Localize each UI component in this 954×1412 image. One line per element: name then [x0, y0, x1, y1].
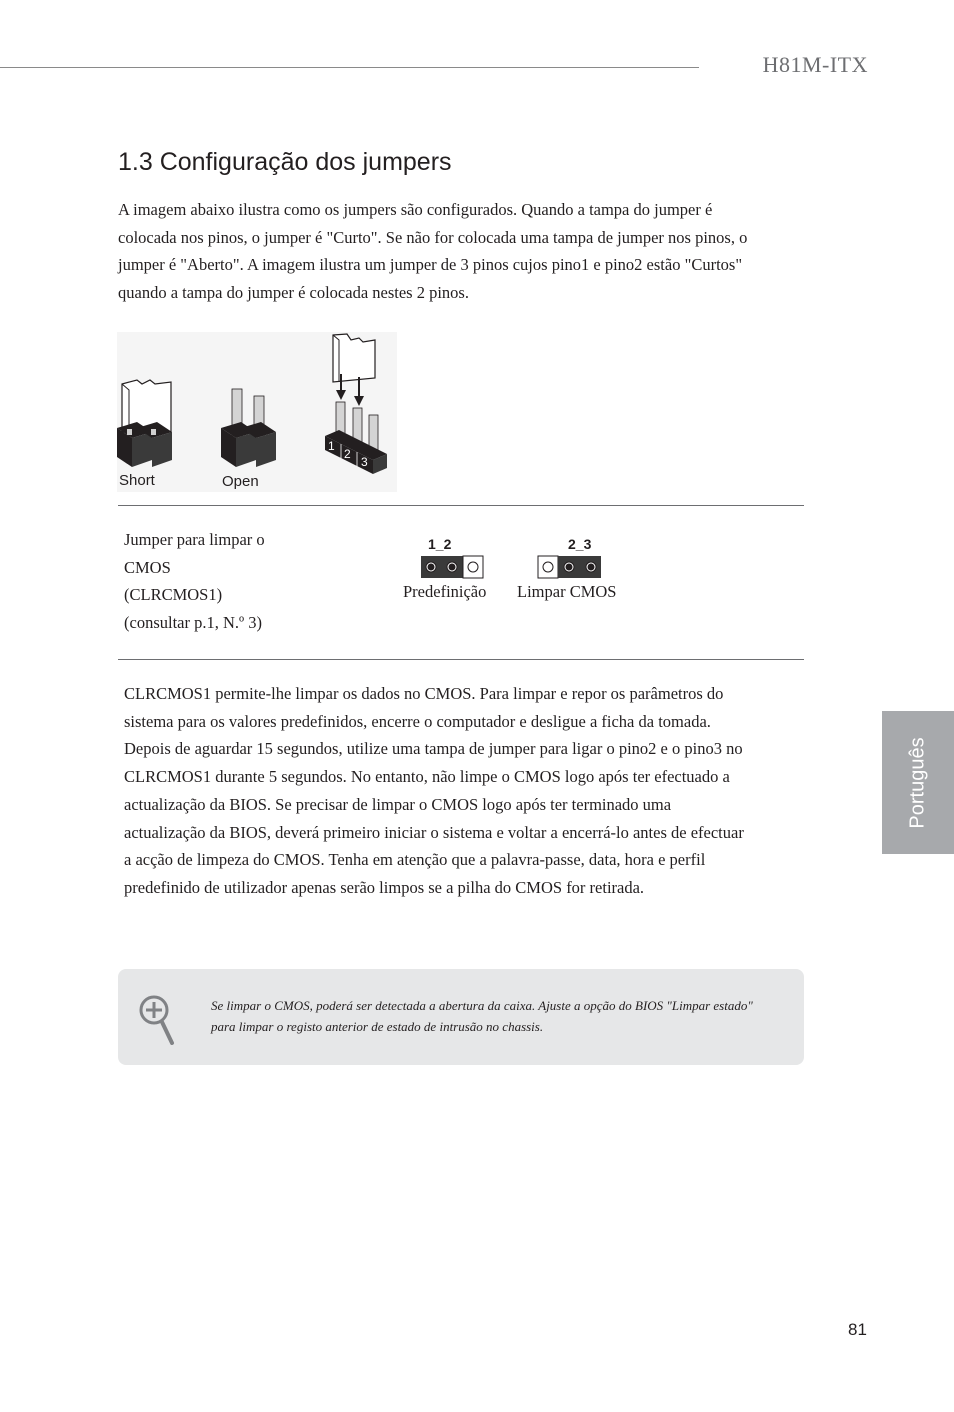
pinset-default-caption: Predefinição — [403, 582, 487, 601]
jumper-label-line: CMOS — [124, 557, 171, 577]
short-label: Short — [119, 472, 155, 489]
section-title: 1.3 Configuração dos jumpers — [118, 148, 452, 176]
pinset-clear — [537, 534, 603, 582]
pinset-clear-caption: Limpar CMOS — [517, 582, 617, 601]
pin-number-2: 2 — [344, 447, 351, 461]
pinset-default-pins — [420, 555, 486, 581]
page-number: 81 — [848, 1320, 867, 1339]
model-name: H81M-ITX — [762, 52, 868, 77]
table-top-rule — [118, 505, 804, 506]
jumper-illustration — [117, 332, 397, 492]
body-paragraph: CLRCMOS1 permite-lhe limpar os dados no CMOS. Para limpar e repor os parâmetros do sistema para os valores predefinidos, encerre o computador e desligue a ficha da tomada. Depois de aguardar 15 segundos, utilize uma tampa de jumper para ligar o pino2 e o pino3 no CLRCMOS1 durante 5 segundos. No entanto, não limpe o CMOS logo após ter efectuado a actualização da BIOS. Se precisar de limpar o CMOS logo após ter terminado uma actualização da BIOS, deverá primeiro iniciar o sistema e voltar a encerrá-lo antes de efectuar a acção de limpeza do CMOS. Tenha em atenção que a palavra-passe, data, hora e perfil predefinido de utilizador apenas serão limpos se a pilha do CMOS for retirada. — [124, 684, 744, 897]
note-box — [118, 969, 804, 1065]
pinset-default-code: 1_2 — [428, 536, 452, 552]
language-tab-label: Português — [906, 736, 929, 829]
pin-number-1: 1 — [328, 439, 335, 453]
short-jumper — [117, 380, 172, 467]
pinset-default — [420, 534, 486, 582]
jumper-diagram — [117, 332, 397, 492]
jumper-label — [124, 526, 324, 637]
header-rule — [0, 67, 699, 68]
pinset-clear-code: 2_3 — [568, 536, 592, 552]
intro-paragraph: A imagem abaixo ilustra como os jumpers são configurados. Quando a tampa do jumper é colocada nos pinos, o jumper é "Curto". Se não for colocada uma tampa de jumper nos pinos, o jumper é "Aberto". A imagem ilustra um jumper de 3 pinos cujos pino1 e pino2 estão "Curtos" quando a tampa do jumper é colocada nestes 2 pinos. — [118, 200, 748, 303]
open-label: Open — [222, 473, 259, 490]
table-bottom-rule — [118, 659, 804, 660]
jumper-label-line: Jumper para limpar o — [124, 530, 265, 549]
pinset-clear-pins — [537, 555, 603, 581]
magnifier-plus-icon — [138, 993, 178, 1045]
jumper-label-line: (CLRCMOS1) — [124, 585, 223, 605]
note-text: Se limpar o CMOS, poderá ser detectada a abertura da caixa. Ajuste a opção do BIOS "Limpar estado" para limpar o registo anterior de estado de intrusão no chassis. — [211, 998, 753, 1034]
jumper-label-line: (consultar p.1, N.º 3) — [124, 613, 263, 633]
pin-number-3: 3 — [361, 455, 368, 469]
language-tab — [882, 711, 954, 854]
